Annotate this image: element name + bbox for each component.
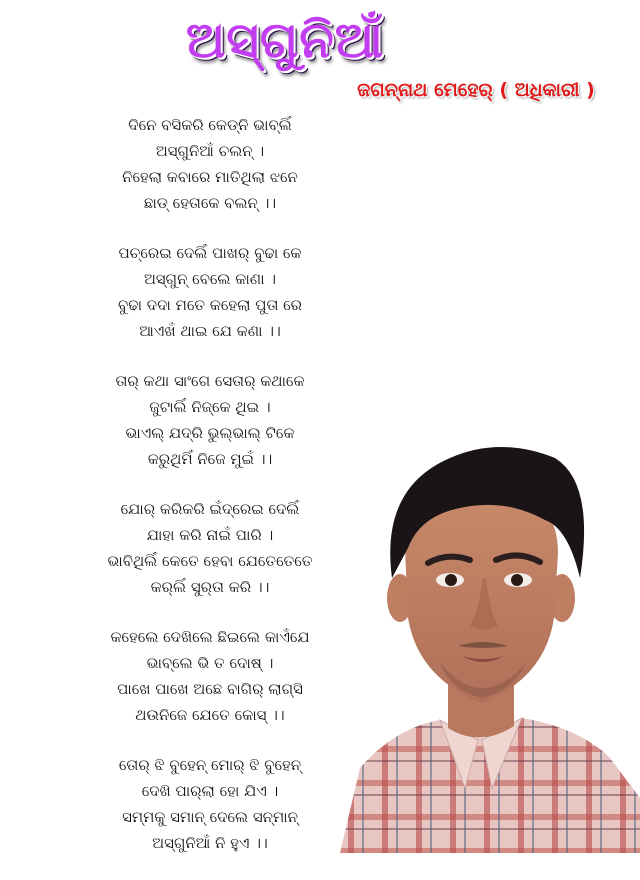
- poem-line: ପାଖେ ପାଖେ ଅଛେ ବାଗିର୍ ଲାଗ୍‌ସି: [117, 680, 303, 698]
- poem-line: ଆଏଖଁ ଥାଇ ଯେ କଣା ।।: [139, 322, 281, 340]
- poem-line: ଭାବିଥିଲିଁ କେତେ ହେବା ଯେତେତେତେ: [107, 552, 313, 570]
- poem-line: ନିହେଲା କବାରେ ମାତିଥିଲା ଝନେ: [122, 168, 298, 186]
- poem-line: କରୁଥିମିଁ ନିଜେ ମୁଇଁ ।।: [147, 450, 273, 468]
- poem-line: ଯୋର୍ କରିକରି ଇଁଦ୍‌ରେଇ ଦେଲିଁ: [120, 500, 300, 518]
- poem-line: ଅସ୍‌ଗୁନ୍ ବେଲେ କାଣା ।: [143, 270, 277, 288]
- poem-title: ଅସ୍ଗୁନିଆଁ: [185, 11, 385, 69]
- poem-line: ସମ୍ମକୁ ସମାନ୍ ଦେଲେ ସନ୍‌ମାନ୍: [122, 808, 298, 826]
- poem-line: ବୁଢା ଦଦା ମତେ କହେଲା ପୁତା ରେ: [117, 296, 303, 314]
- poem-line: ଭାବ୍‌ଲେ ଭି ତ ଦୋଷ୍ ।: [146, 654, 274, 672]
- poem-line: ଭାଏଲ୍ ଯଦ୍‌ରି ଭୁଲ୍‌ଭାଲ୍ ଟିକେ: [125, 424, 295, 442]
- poem-line: ତାର୍ କଥା ସାଂଗେ ସେତାର୍ କଥାକେ: [115, 372, 305, 390]
- poem-line: କହେଲେ ଦେଖିଲେ ଛିଇଲେ କାଏଁଯେ: [110, 628, 310, 646]
- poem-line: ଦେଖି ପାର୍‌ଲା ହୋ ଯିଏ ।: [141, 782, 279, 800]
- poem-line: ଅସ୍‌ଗୁନିଆଁ ଚଲନ୍ ।: [155, 142, 265, 160]
- poem-line: ଜୁଟାଲିଁ ନିଜ୍‌କେ ଥିଇ ।: [149, 398, 271, 416]
- poem-line: କର୍‌ଲିଁ ସୁର୍‌ତା କରି ।।: [150, 578, 270, 596]
- poem-line: ଯାହା କରି ନାଇଁ ପାରି ।: [146, 526, 274, 544]
- poem-line: ତୋର୍ ଝି ବୁହେନ୍ ମୋର୍ ଝି ବୁହେନ୍: [118, 756, 302, 774]
- stanza: [20, 112, 400, 216]
- poem-line: ଥଉନିଜେ ଯେତେ କୋସ୍ ।।: [135, 706, 285, 724]
- poem-line: ଅସ୍‌ଗୁନିଆଁ ନି ହୁଏ ।।: [152, 834, 268, 852]
- stanza: [20, 240, 400, 344]
- poem-line: ଛାଡ୍ ହେତାକେ ବଲନ୍ ।।: [143, 194, 277, 212]
- poem-line: ପଚ୍‌ରେଇ ଦେଲିଁ ପାଖର୍ ବୁଢା କେ: [118, 244, 302, 262]
- author-portrait: [300, 428, 640, 853]
- poem-line: ଦିନେ ବସିକରି କେଡ୍‌ନି ଭାବ୍‌ଲିଁ: [128, 116, 292, 134]
- author-name: ଜଗନ୍ନାଥ ମେହେର୍ ( ଅଧିକାରୀ ): [357, 79, 595, 101]
